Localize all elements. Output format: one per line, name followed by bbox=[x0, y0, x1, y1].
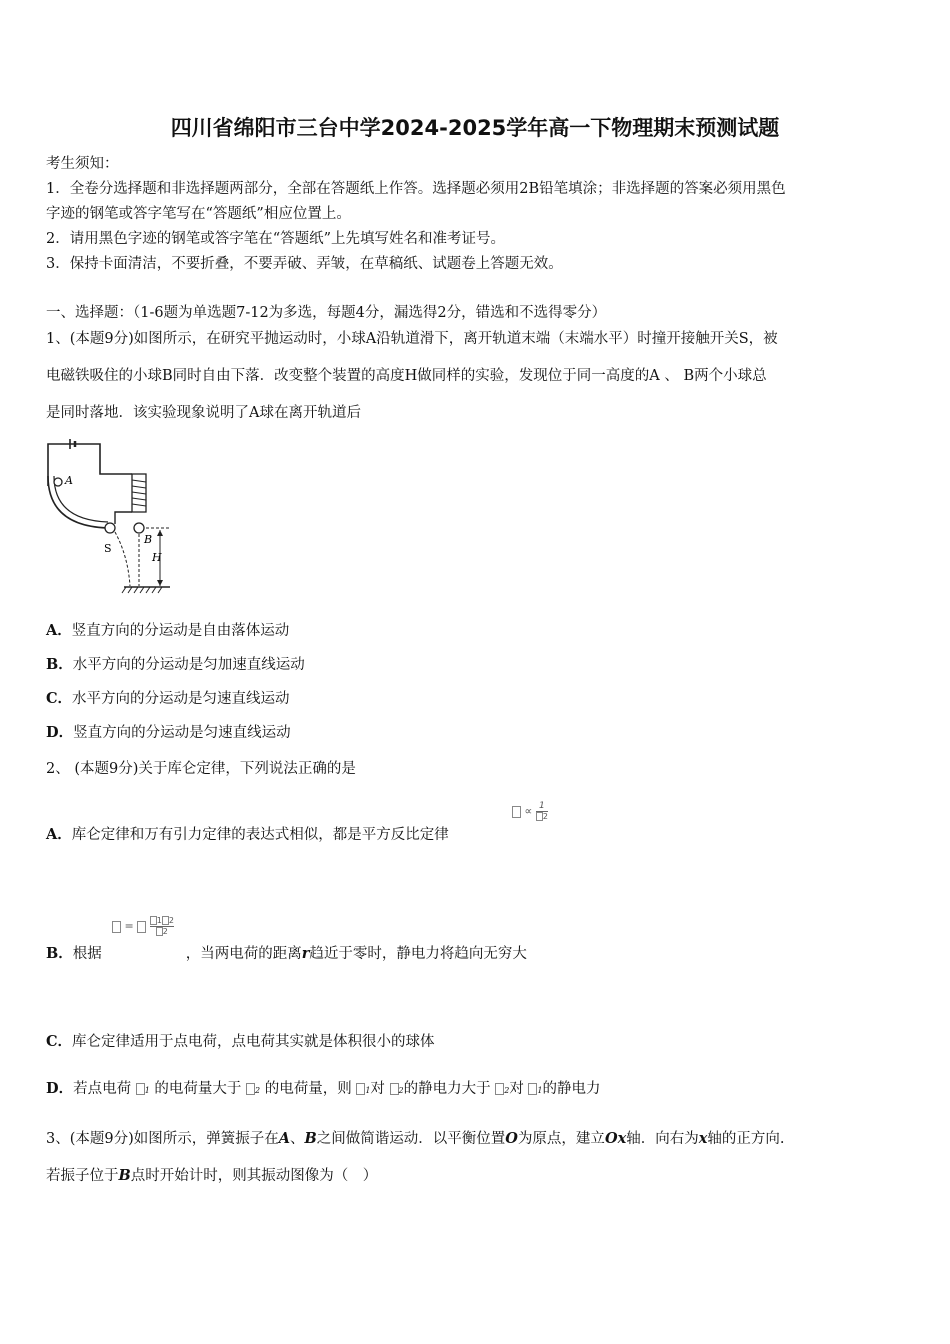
label-b: B bbox=[144, 533, 153, 546]
question-3-line: 若振子位于B点时开始计时，则其振动图像为（ ） bbox=[46, 1167, 378, 1184]
inverse-square-formula: ∝ $\frac{1}{2}$ bbox=[512, 801, 548, 822]
label-a: A bbox=[65, 474, 73, 487]
q2-option-b[interactable]: B．根据 ，当两电荷的距离r趋近于零时，静电力将趋向无穷大 bbox=[46, 945, 527, 962]
notice-item: 3．保持卡面清洁，不要折叠，不要弄破、弄皱，在草稿纸、试题卷上答题无效。 bbox=[46, 256, 563, 272]
question-1-line: 1、(本题9分)如图所示，在研究平抛运动时，小球A沿轨道滑下，离开轨道末端（末端水平）时撞开接触开关S，被 bbox=[46, 331, 778, 347]
q2-option-c[interactable]: C．库仑定律适用于点电荷，点电荷其实就是体积很小的球体 bbox=[46, 1033, 435, 1050]
q2-option-d[interactable]: D．若点电荷 1 的电荷量大于 2 的电荷量，则 1对 2的静电力大于 2对 1的静电力 bbox=[46, 1080, 601, 1097]
q1-option-a[interactable]: A．竖直方向的分运动是自由落体运动 bbox=[46, 622, 290, 639]
notice-heading: 考生须知： bbox=[46, 156, 119, 172]
question-2-stem: 2、 (本题9分)关于库仑定律，下列说法正确的是 bbox=[46, 761, 356, 777]
question-1-line: 电磁铁吸住的小球B同时自由下落．改变整个装置的高度H做同样的实验，发现位于同一高度的A 、 B两个小球总 bbox=[46, 368, 767, 384]
q1-option-d[interactable]: D．竖直方向的分运动是匀速直线运动 bbox=[46, 724, 291, 741]
notice-item: 2．请用黑色字迹的钢笔或答字笔在“答题纸”上先填写姓名和准考证号。 bbox=[46, 231, 506, 247]
page-title: 四川省绵阳市三台中学2024-2025学年高一下物理期末预测试题 bbox=[170, 116, 780, 140]
q1-option-b[interactable]: B．水平方向的分运动是匀加速直线运动 bbox=[46, 656, 305, 673]
question-3-line: 3、(本题9分)如图所示，弹簧振子在A、B之间做简谐运动．以平衡位置O为原点，建立Ox轴．向右为x轴的正方向. bbox=[46, 1130, 785, 1147]
coulomb-formula: = $\frac{1 2}{2}$ bbox=[112, 916, 174, 937]
question-1-line: 是同时落地．该实验现象说明了A球在离开轨道后 bbox=[46, 405, 361, 421]
notice-item: 字迹的钢笔或答字笔写在“答题纸”相应位置上。 bbox=[46, 206, 351, 222]
section-heading: 一、选择题：（1-6题为单选题7-12为多选，每题4分，漏选得2分，错选和不选得零分） bbox=[46, 305, 607, 321]
label-s: S bbox=[104, 542, 112, 555]
q1-option-c[interactable]: C．水平方向的分运动是匀速直线运动 bbox=[46, 690, 290, 707]
notice-item: 1．全卷分选择题和非选择题两部分，全部在答题纸上作答。选择题必须用2B铅笔填涂；非选择题的答案必须用黑色 bbox=[46, 181, 786, 197]
label-h: H bbox=[152, 551, 162, 564]
projectile-apparatus-figure bbox=[40, 436, 180, 596]
q2-option-a[interactable]: A．库仑定律和万有引力定律的表达式相似，都是平方反比定律 bbox=[46, 826, 449, 843]
